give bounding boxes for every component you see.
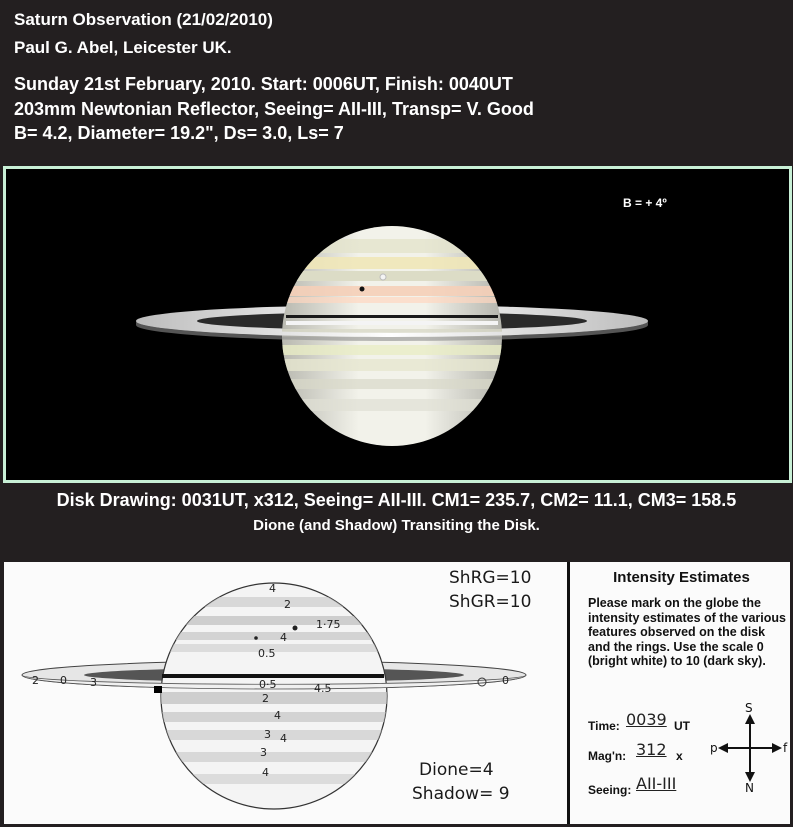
- seeing-label: Seeing:: [588, 783, 632, 797]
- globe-label: 4: [262, 766, 269, 779]
- drawing-caption: Disk Drawing: 0031UT, x312, Seeing= AII-III. CM1= 235.7, CM2= 11.1, CM3= 158.5: [56, 490, 737, 510]
- globe-label: 3: [260, 746, 267, 759]
- shadow-estimate: Shadow= 9: [412, 784, 510, 804]
- saturn-color-drawing: [3, 166, 792, 483]
- globe-label: 2: [284, 598, 291, 611]
- globe-label: 1·75: [316, 618, 341, 631]
- intensity-estimates-panel: [4, 562, 790, 824]
- globe-label: 0·5: [259, 678, 277, 691]
- globe-label: 2: [262, 692, 269, 705]
- ring-label: 0: [60, 674, 67, 687]
- observation-title: Saturn Observation (21/02/2010): [14, 10, 273, 29]
- globe-label: 4.5: [314, 682, 332, 695]
- instrument-details: 203mm Newtonian Reflector, Seeing= AII-III, Transp= V. Good: [14, 99, 534, 119]
- intensity-form: [567, 562, 790, 824]
- form-instructions: Please mark on the globe the intensity estimates of the various features observed on the disk and the rings. Use the scale 0 (bright white) to 10 (dark sky).: [588, 596, 786, 668]
- form-title: Intensity Estimates: [613, 569, 750, 586]
- compass-f: f: [783, 741, 788, 755]
- tilt-label: B = + 4º: [623, 196, 667, 210]
- time-unit: UT: [674, 719, 690, 733]
- ring-label: 3: [90, 676, 97, 689]
- observer-name: Paul G. Abel, Leicester UK.: [14, 38, 232, 57]
- seeing-value: AII-III: [636, 774, 677, 793]
- mag-value: 312: [636, 740, 667, 759]
- ring-label: 0: [502, 674, 509, 687]
- transit-caption: Dione (and Shadow) Transiting the Disk.: [253, 517, 540, 534]
- globe-label: 4: [269, 582, 276, 595]
- ring-label: 2: [32, 674, 39, 687]
- compass-rose: [710, 702, 790, 792]
- globe-label: 0.5: [258, 647, 276, 660]
- planet-parameters: B= 4.2, Diameter= 19.2", Ds= 3.0, Ls= 7: [14, 123, 344, 143]
- saturn-color-svg: [6, 169, 789, 480]
- globe-label: 4: [280, 631, 287, 644]
- globe-label: 4: [274, 709, 281, 722]
- dione-shadow: [360, 287, 365, 292]
- dione-estimate: Dione=4: [419, 760, 494, 780]
- shrg-estimate: ShRG=10: [449, 568, 532, 588]
- time-value: 0039: [626, 710, 667, 729]
- globe-label: 3: [264, 728, 271, 741]
- intensity-dione-shadow: [293, 626, 298, 631]
- compass-n: N: [745, 781, 754, 792]
- shgr-estimate: ShGR=10: [449, 592, 532, 612]
- globe-label: 4: [280, 732, 287, 745]
- mag-label: Mag'n:: [588, 749, 627, 763]
- mag-unit: x: [676, 749, 683, 763]
- compass-p: p: [710, 741, 718, 755]
- dione-moon: [380, 274, 386, 280]
- compass-s: S: [745, 702, 753, 715]
- time-label: Time:: [588, 719, 620, 733]
- observation-times: Sunday 21st February, 2010. Start: 0006UT, Finish: 0040UT: [14, 74, 513, 94]
